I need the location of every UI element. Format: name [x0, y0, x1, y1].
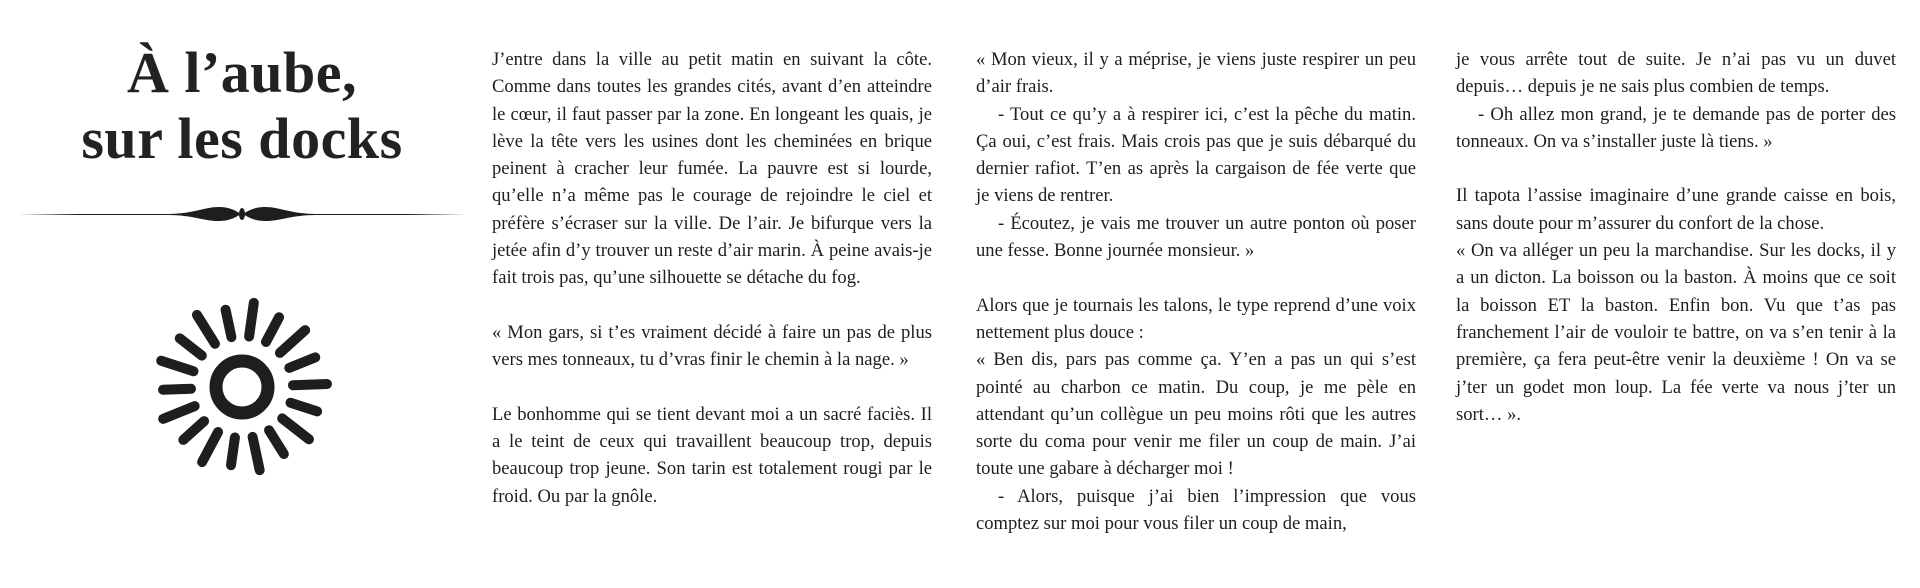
title-line-1: À l’aube, [126, 40, 358, 105]
paragraph: « Mon vieux, il y a méprise, je viens juste respirer un peu d’air frais. [976, 49, 1416, 98]
paragraph: Le bonhomme qui se tient devant moi a un sacré faciès. Il a le teint de ceux qui travaillent beaucoup trop, depuis beaucoup trop jeune. Son tarin est totalement rougi par le froid. Ou par la gnôle. [492, 403, 932, 507]
page-title [18, 40, 466, 172]
sun-ray [243, 297, 259, 342]
sun-ray [225, 432, 240, 471]
paragraph: « Ben dis, pars pas comme ça. Y’en a pas un qui s’est pointé au charbon ce matin. Du coup, je me pèle en attendant qu’un collègue un peu moins rôti que les autres sorte du coma pour venir me filer un coup de main. J’ai toute une gabare à décharger moi ! [976, 349, 1416, 480]
sun-ray [247, 431, 266, 476]
title-line-2: sur les docks [81, 106, 403, 171]
paragraph: - Oh allez mon grand, je te demande pas de porter des tonneaux. On va s’installer juste là tiens. » [1456, 103, 1896, 152]
paragraph: - Tout ce qu’y a à respirer ici, c’est la pêche du matin. Ça oui, c’est frais. Mais crois pas que je suis débarqué du dernier rafiot. T’en as après la cargaison de fée verte que je viens de rentrer. [976, 103, 1416, 207]
paragraph: J’entre dans la ville au petit matin en suivant la côte. Comme dans toutes les grandes cités, avant d’en atteindre le cœur, il faut passer par la zone. En longeant les quais, je lève la tête vers les usines dont les cheminées en brique peinent à cracher leur fumée. La pauvre est si lourde, qu’elle n’a même pas le courage de rejoindre le ciel et préfère s’écraser sur la ville. De l’air. Je bifurque vers la jetée afin d’y trouver un reste d’air marin. À peine avais-je fait trois pas, qu’une silhouette se détache du fog. [492, 49, 932, 289]
sun-ray [195, 425, 224, 469]
sun-ray [176, 414, 211, 447]
paragraph: « Mon gars, si t’es vraiment décidé à faire un pas de plus vers mes tonneaux, tu d’vras finir le chemin à la nage. » [492, 321, 932, 371]
paragraph: je vous arrête tout de suite. Je n’ai pas vu un duvet depuis… depuis je ne sais plus combien de temps. [1456, 49, 1896, 98]
text-column-3 [1456, 46, 1896, 428]
text-column-2 [976, 46, 1416, 537]
sun-ray [283, 351, 322, 375]
sun-ray [262, 423, 291, 461]
sun-ray [284, 396, 323, 417]
sun-ray [173, 331, 209, 362]
sun-ray [158, 384, 196, 395]
sun-ray [259, 310, 286, 348]
sun-ray [288, 379, 332, 391]
text-column-1 [492, 46, 932, 510]
sun-ray [155, 354, 200, 377]
title-block [18, 40, 466, 172]
paragraph: - Écoutez, je vais me trouver un autre ponton où poser une fesse. Bonne journée monsieur. » [976, 212, 1416, 262]
paragraph: - Alors, puisque j’ai bien l’impression que vous comptez sur moi pour vous filer un coup de main, [976, 485, 1416, 535]
sun-icon [143, 288, 341, 486]
paragraph: Alors que je tournais les talons, le type reprend d’une voix nettement plus douce : [976, 294, 1416, 343]
paragraph: Il tapota l’assise imaginaire d’une grande caisse en bois, sans doute pour m’assurer du confort de la chose. [1456, 185, 1896, 234]
sun-ray [220, 304, 238, 343]
sun-ray [273, 323, 312, 360]
flourish-divider-icon [18, 202, 466, 226]
sun-ray [157, 400, 202, 426]
paragraph: « On va alléger un peu la marchandise. Sur les docks, il y a un dicton. La boisson ou la baston. À moins que ce soit la boisson ET la baston. Enfin bon. Vu que t’as pas franchement l’air de vouloir te battre, on va s’en tenir à la première, ça fera peut-être venir la deuxième ! On va se j’ter un godet mon loup. La fée verte va nous j’ter un sort… ». [1456, 240, 1896, 425]
